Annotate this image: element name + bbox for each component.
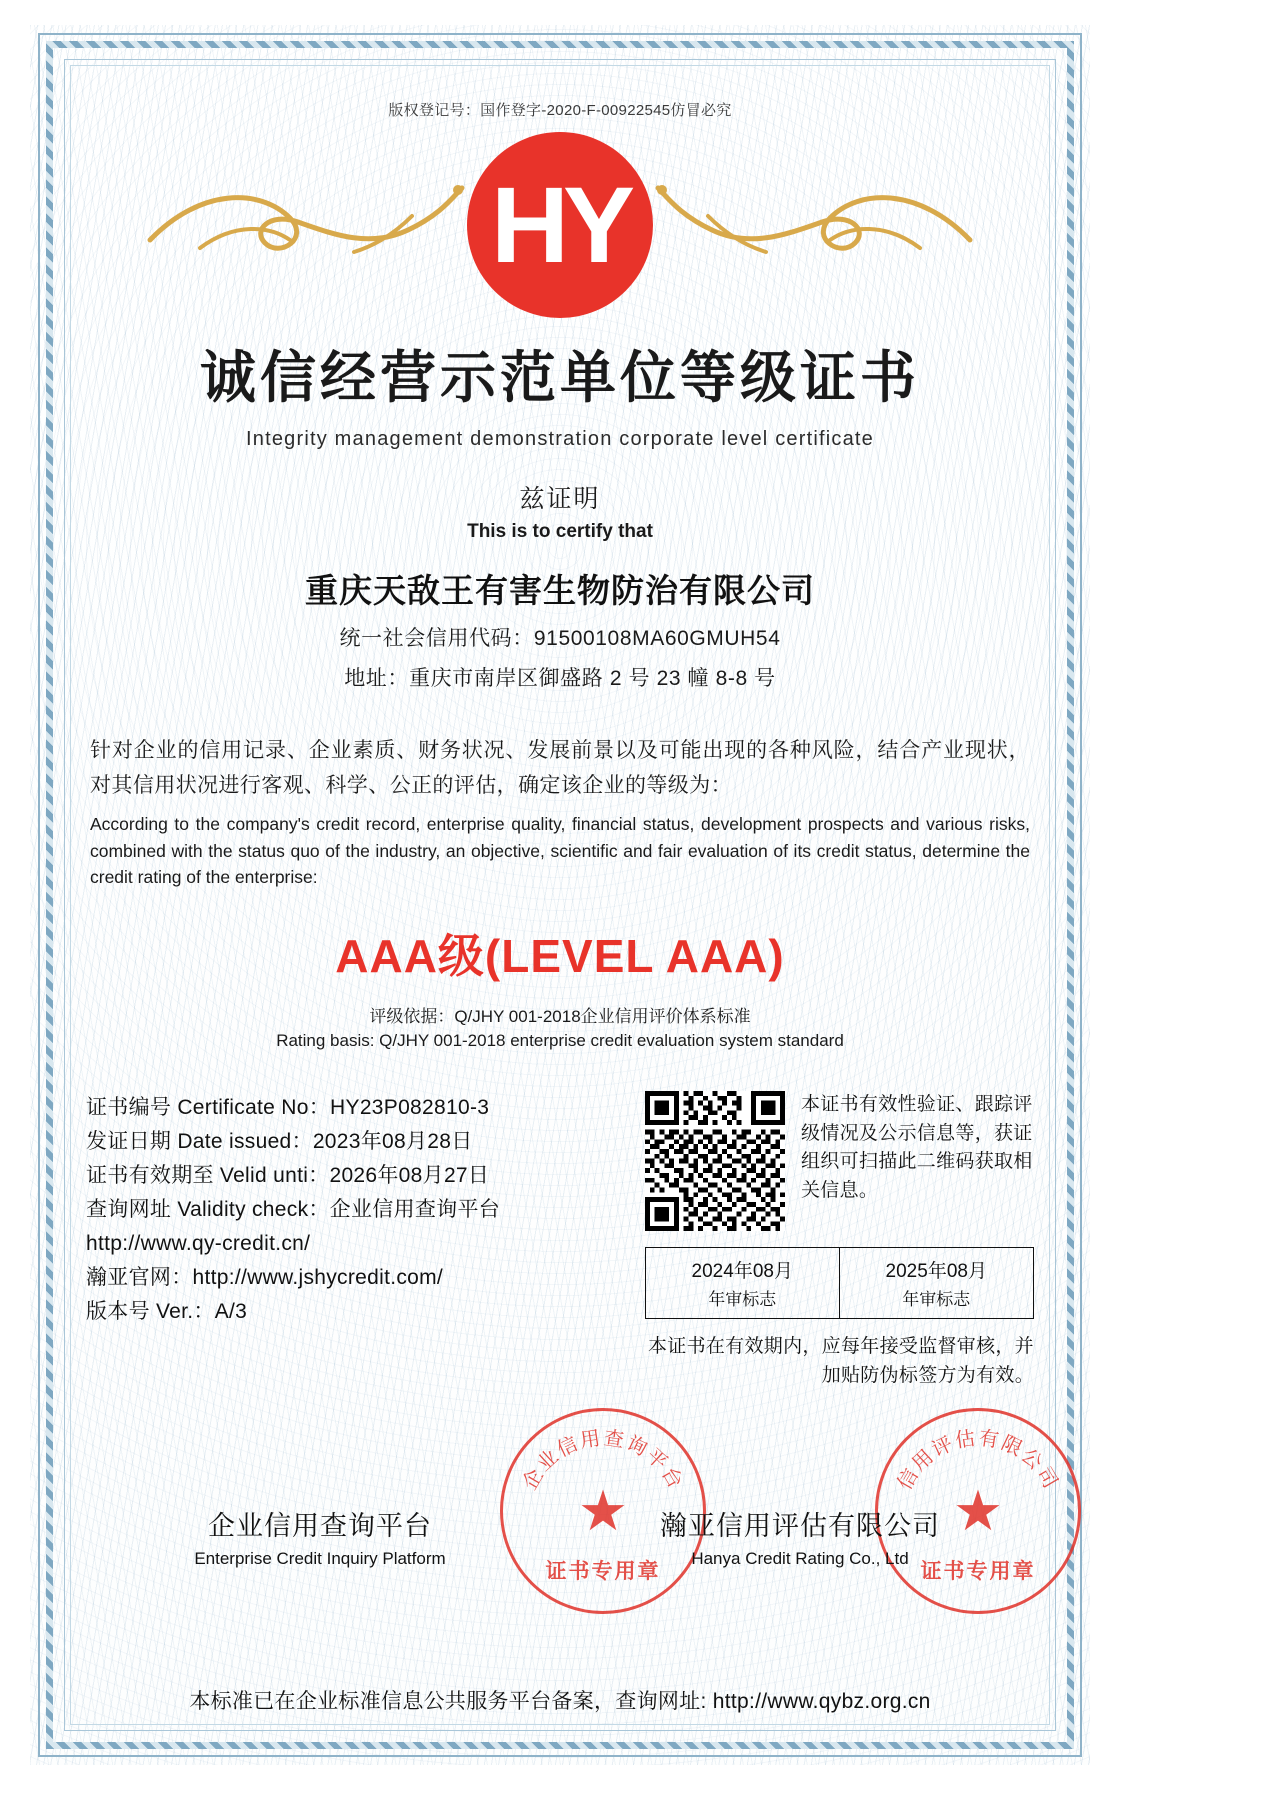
star-icon-right: ★ [952, 1479, 1004, 1543]
certificate-details [86, 1091, 631, 1390]
org-name-cn-left: 企业信用查询平台 [208, 1511, 432, 1542]
annual-review-box-2025[interactable] [840, 1247, 1035, 1319]
annual-review-year-2025: 2025年08月 [885, 1261, 987, 1283]
copyright-registration-line: 版权登记号：国作登字-2020-F-00922545仿冒必究 [388, 102, 732, 119]
star-icon-left: ★ [577, 1479, 629, 1543]
seal-arc-label-right: 信用评估有限公司 [893, 1427, 1063, 1494]
annual-review-note: 本证书在有效期内，应每年接受监督审核，并加贴防伪标签方为有效。 [647, 1336, 1034, 1386]
seal-arc-label-left: 企业信用查询平台 [518, 1427, 688, 1494]
certificate-number: 证书编号 Certificate No：HY23P082810-3 [86, 1096, 490, 1120]
rating-basis-cn: 评级依据：Q/JHY 001-2018企业信用评价体系标准 [369, 1007, 751, 1027]
seal-bottom-label-left: 证书专用章 [545, 1560, 661, 1584]
page-title-cn: 诚信经营示范单位等级证书 [200, 346, 920, 409]
validity-check-url[interactable]: http://www.qy-credit.cn/ [86, 1232, 311, 1256]
evaluation-paragraph-en: According to the company's credit record, enterprise quality, financial status, development prospects and various risks, combined with the status quo of the industry, an objective, scientific and fair evaluation of its credit status, determine the credit rating of the enterprise: [90, 814, 1030, 887]
certificate-body [30, 25, 1090, 1765]
certificate-content [80, 73, 1063, 1719]
credit-level: AAA级(LEVEL AAA) [335, 930, 785, 983]
qr-row [645, 1091, 1034, 1231]
page-title-en: Integrity management demonstration corporate level certificate [245, 428, 874, 450]
annual-review-label-2024: 年审标志 [708, 1290, 777, 1310]
org-name-cn-right: 瀚亚信用评估有限公司 [660, 1511, 940, 1542]
annual-review-year-2024: 2024年08月 [691, 1261, 793, 1283]
annual-review-boxes [645, 1247, 1034, 1319]
flourish-left-icon [140, 178, 470, 268]
annual-review-box-2024[interactable] [645, 1247, 840, 1319]
rating-basis-en: Rating basis: Q/JHY 001-2018 enterprise credit evaluation system standard [276, 1031, 844, 1051]
org-block-left [80, 1504, 560, 1569]
organization-logo [467, 132, 653, 318]
evaluation-paragraph [80, 734, 1040, 890]
validity-check: 查询网址 Validity check：企业信用查询平台 [86, 1198, 501, 1222]
org-name-en-right: Hanya Credit Rating Co., Ltd [691, 1549, 909, 1569]
org-block-right [560, 1504, 1040, 1569]
lower-section [80, 1091, 1040, 1390]
date-issued: 发证日期 Date issued：2023年08月28日 [86, 1130, 473, 1154]
organization-names [80, 1504, 1040, 1569]
org-name-en-left: Enterprise Credit Inquiry Platform [194, 1549, 446, 1569]
flourish-right-icon [650, 178, 980, 268]
seal-bottom-label-right: 证书专用章 [920, 1560, 1036, 1584]
annual-review-label-2025: 年审标志 [902, 1290, 971, 1310]
qr-and-annual-section [631, 1091, 1034, 1390]
company-address: 地址：重庆市南岸区御盛路 2 号 23 幢 8-8 号 [344, 667, 776, 690]
version-number: 版本号 Ver.：A/3 [86, 1300, 248, 1324]
company-name: 重庆天敌王有害生物防治有限公司 [305, 572, 815, 609]
unified-social-credit-code: 统一社会信用代码：91500108MA60GMUH54 [339, 627, 781, 650]
qr-instruction-text: 本证书有效性验证、跟踪评级情况及公示信息等，获证组织可扫描此二维码获取相关信息。 [801, 1094, 1033, 1201]
certify-statement-cn: 兹证明 [519, 485, 601, 513]
evaluation-paragraph-cn: 针对企业的信用记录、企业素质、财务状况、发展前景以及可能出现的各种风险，结合产业现状，对其信用状况进行客观、科学、公正的评估，确定该企业的等级为： [90, 739, 1030, 797]
valid-until: 证书有效期至 Velid unti：2026年08月27日 [86, 1164, 490, 1188]
footer-filing-note: 本标准已在企业标准信息公共服务平台备案，查询网址: http://www.qybz.org.cn [189, 1690, 931, 1713]
official-website-url[interactable]: 瀚亚官网：http://www.jshycredit.com/ [86, 1266, 444, 1290]
qr-code-icon[interactable] [645, 1091, 785, 1231]
seals-section [80, 1408, 1063, 1658]
logo-row [80, 126, 1040, 316]
logo-monogram: HY [490, 164, 630, 285]
certify-statement-en: This is to certify that [467, 521, 653, 542]
